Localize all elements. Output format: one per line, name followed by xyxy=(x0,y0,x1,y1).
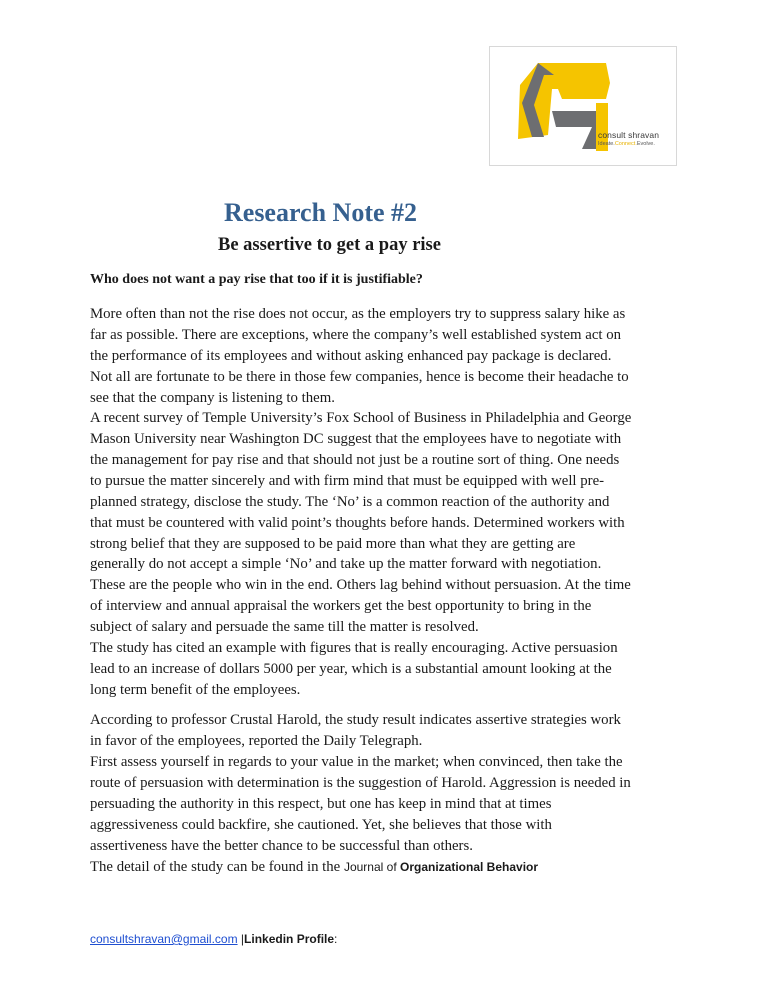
body-line: According to professor Crustal Harold, the study result indicates assertive strategies work xyxy=(90,712,621,728)
body-line: subject of salary and persuade the same till the matter is resolved. xyxy=(90,619,479,635)
body-line: Mason University near Washington DC suggest that the employees have to negotiate with xyxy=(90,431,622,447)
body-line: route of persuasion with determination is the suggestion of Harold. Aggression is needed in xyxy=(90,775,631,791)
body-line: A recent survey of Temple University’s Fox School of Business in Philadelphia and George xyxy=(90,410,632,426)
body-line: These are the people who win in the end. Others lag behind without persuasion. At the time xyxy=(90,577,631,593)
body-line: The study has cited an example with figures that is really encouraging. Active persuasion xyxy=(90,640,618,656)
body-line: persuading the authority in this respect, but one has keep in mind that at times xyxy=(90,796,552,812)
email-link[interactable]: consultshravan@gmail.com xyxy=(90,932,238,946)
body-line: see that the company is listening to them. xyxy=(90,390,335,406)
logo-name: consult shravan xyxy=(598,130,660,140)
body-line: the management for pay rise and that should not just be a routine sort of thing. One needs xyxy=(90,452,620,468)
logo-mark-icon xyxy=(508,55,618,155)
body-line: far as possible. There are exceptions, where the company’s well established system act on xyxy=(90,327,622,343)
body-line: to pursue the matter sincerely and with firm mind that must be equipped with well pre- xyxy=(90,473,605,489)
page-subtitle: Be assertive to get a pay rise xyxy=(218,235,441,255)
logo-tagline: Ideate.Connect.Evolve. xyxy=(598,141,655,147)
body-line: of interview and annual appraisal the workers get the best opportunity to bring in the xyxy=(90,598,592,614)
lead-question: Who does not want a pay rise that too if it is justifiable? xyxy=(90,272,423,287)
body-line: strong belief that they are supposed to be paid more than what they are getting are xyxy=(90,536,576,552)
body-line: assertiveness have the better chance to be successful than others. xyxy=(90,838,473,854)
journal-name: Organizational Behavior xyxy=(400,860,539,874)
body-line: the performance of its employees and without asking enhanced pay package is declared. xyxy=(90,348,612,364)
linkedin-profile-link[interactable]: Linkedin Profile xyxy=(244,932,335,946)
body-line: Not all are fortunate to be there in those few companies, hence is become their headache to xyxy=(90,369,629,385)
page-footer: consultshravan@gmail.com |Linkedin Profile: xyxy=(90,932,338,946)
body-line: planned strategy, disclose the study. The ‘No’ is a common reaction of the authority and xyxy=(90,494,610,510)
page-title: Research Note #2 xyxy=(224,198,418,227)
journal-reference-line: The detail of the study can be found in the Journal of Organizational Behavior xyxy=(90,859,539,875)
body-line: generally do not accept a simple ‘No’ and take up the matter forward with negotiation. xyxy=(90,556,602,572)
body-line: First assess yourself in regards to your value in the market; when convinced, then take the xyxy=(90,754,623,770)
body-line: that must be countered with valid point’s thoughts before hands. Determined workers with xyxy=(90,515,625,531)
body-line: lead to an increase of dollars 5000 per year, which is a substantial amount looking at the xyxy=(90,661,612,677)
body-line: aggressiveness could backfire, she cautioned. Yet, she believes that those with xyxy=(90,817,552,833)
company-logo xyxy=(489,46,677,166)
body-line: long term benefit of the employees. xyxy=(90,682,301,698)
body-line: in favor of the employees, reported the Daily Telegraph. xyxy=(90,733,423,749)
body-line: More often than not the rise does not occur, as the employers try to suppress salary hike as xyxy=(90,306,626,322)
